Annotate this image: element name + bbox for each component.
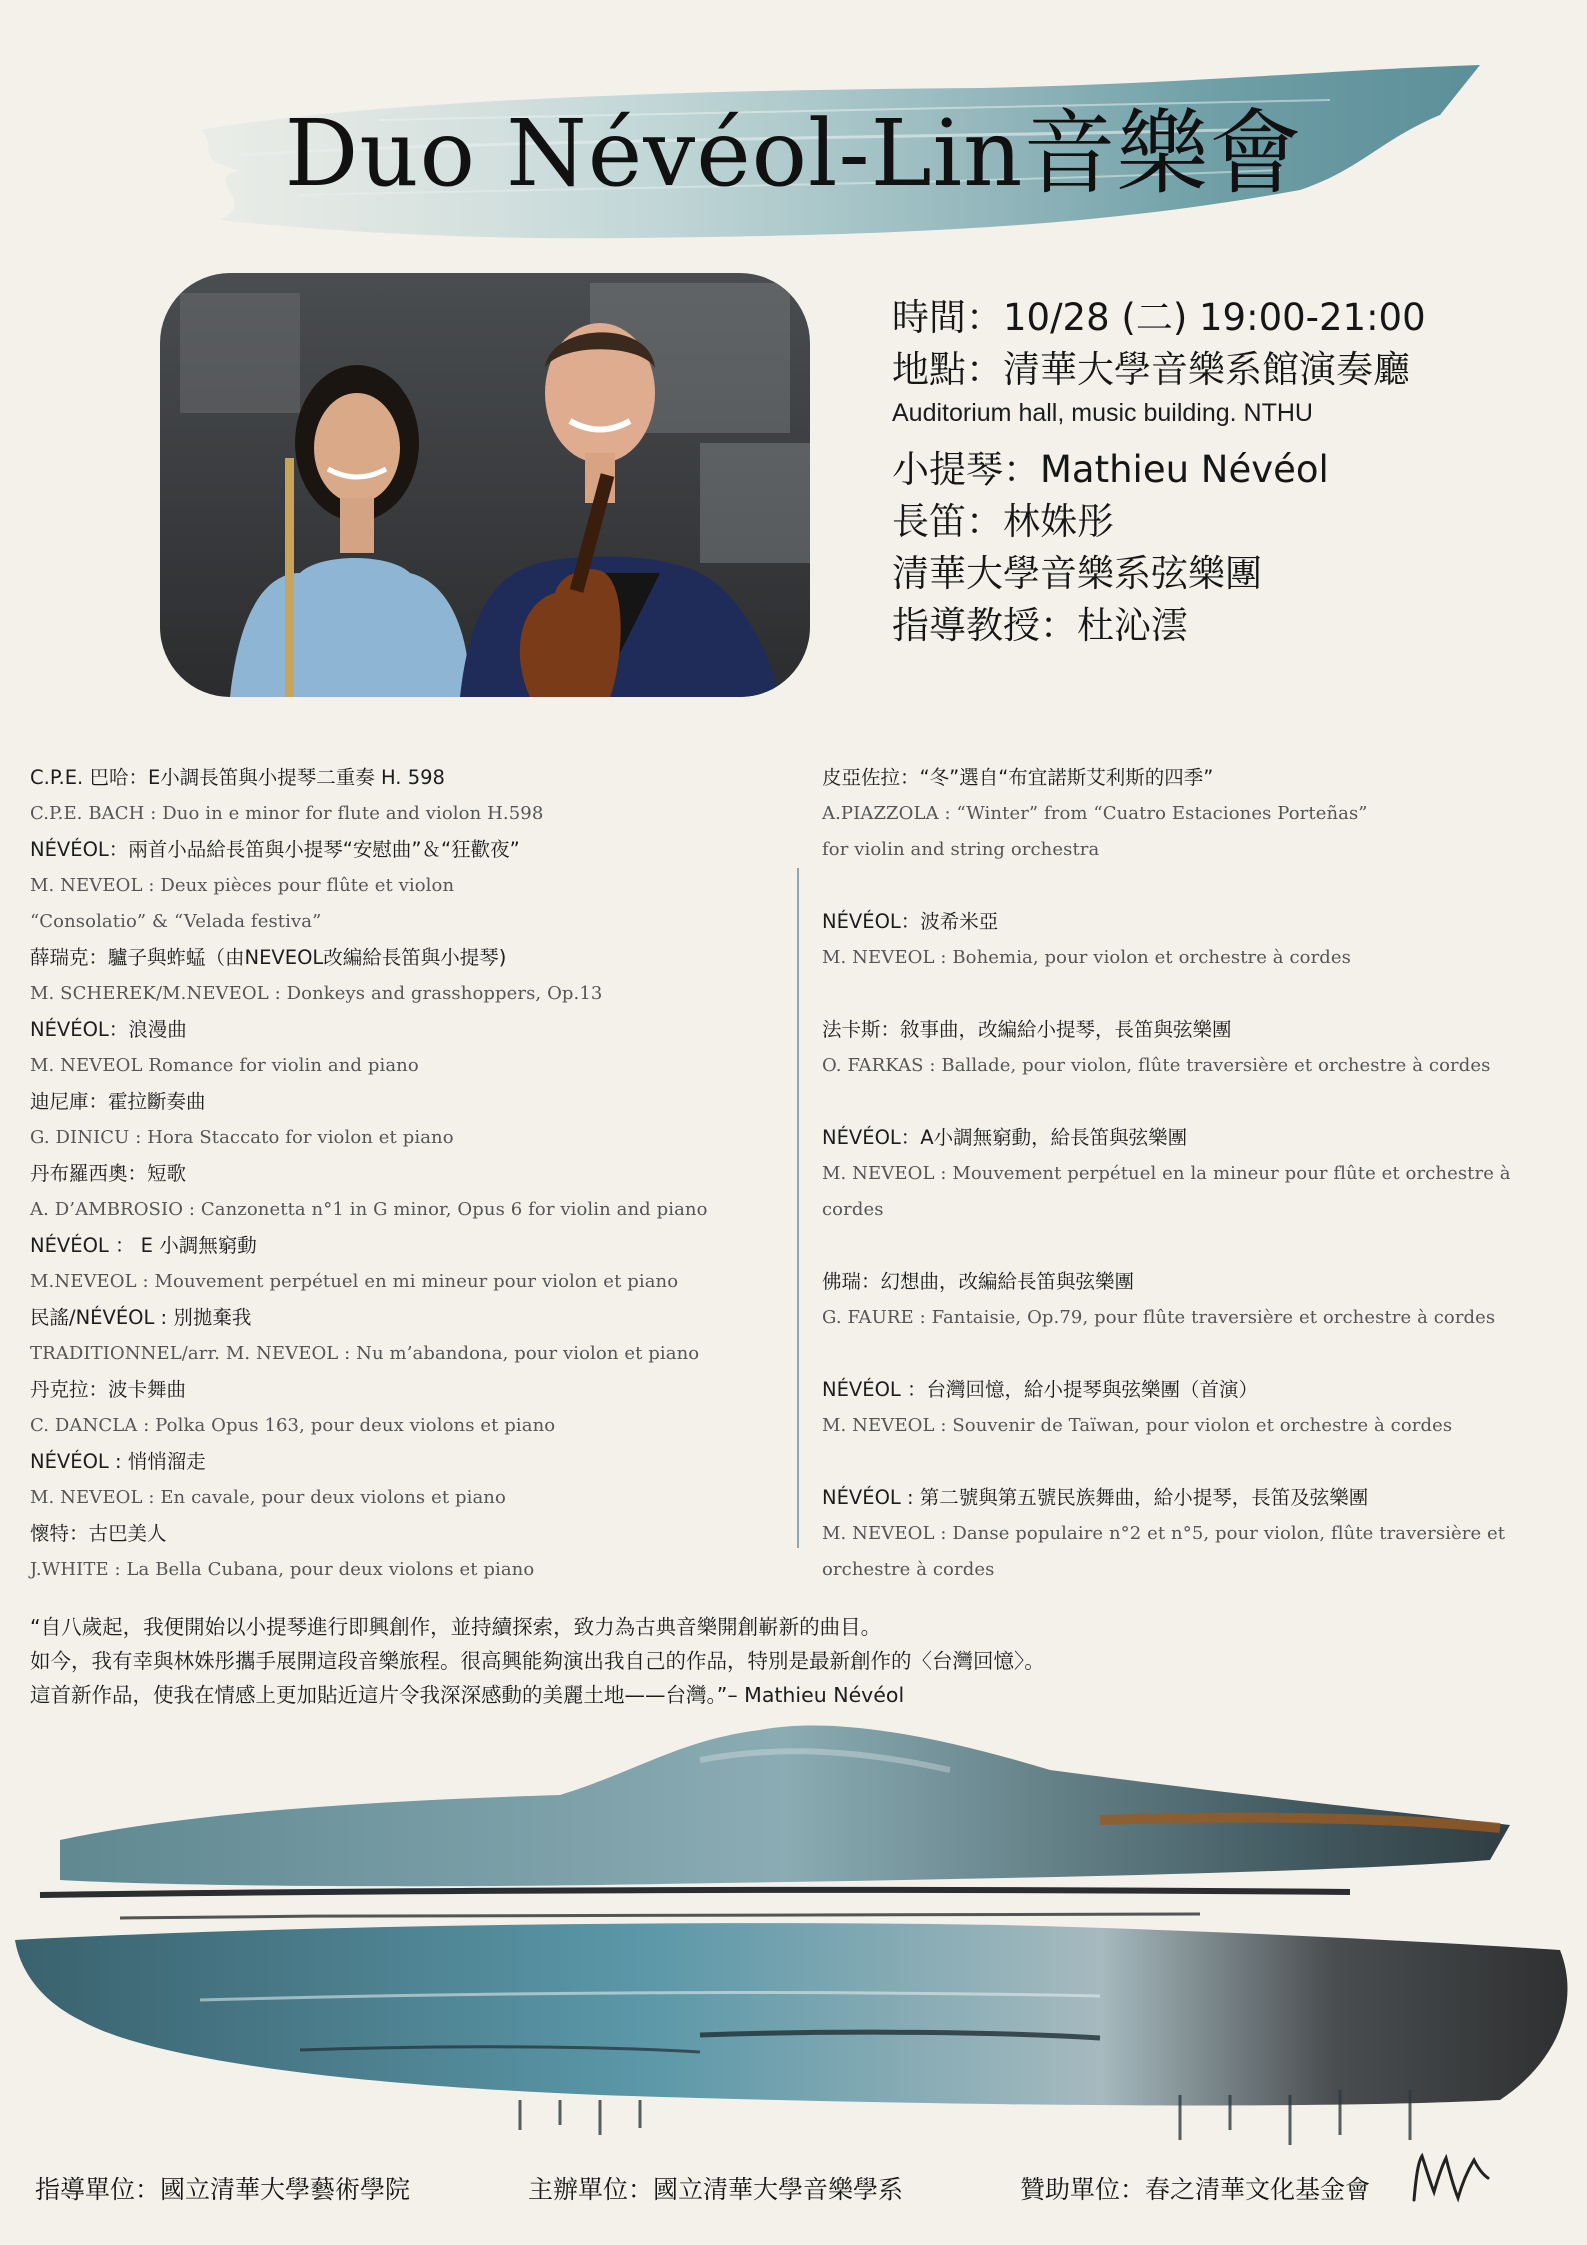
program-item-title-zh: NÉVÉOL：浪漫曲 <box>30 1018 187 1041</box>
program-item <box>822 1120 1562 1228</box>
program-left-column <box>30 760 775 1588</box>
watercolor-landscape <box>0 1700 1587 2170</box>
program-item-title-zh: NÉVÉOL ：台灣回憶，給小提琴與弦樂團（首演） <box>822 1378 1258 1401</box>
program-item-title-zh: NÉVÉOL：波希米亞 <box>822 910 999 933</box>
program-item-title-zh: 佛瑞：幻想曲，改編給長笛與弦樂團 <box>822 1270 1135 1293</box>
program-item-title-en: G. DINICU : Hora Staccato for violon et piano <box>30 1127 454 1148</box>
program-item-title-en: for violin and string orchestra <box>822 839 1100 860</box>
program-item-title-zh: NÉVÉOL ： E 小調無窮動 <box>30 1234 257 1257</box>
program-item <box>30 940 775 1012</box>
program-item-title-en: M. NEVEOL Romance for violin and piano <box>30 1055 419 1076</box>
program-item-title-en: M.NEVEOL : Mouvement perpétuel en mi mineur pour violon et piano <box>30 1271 679 1292</box>
program-item-title-zh: C.P.E. 巴哈：E小調長笛與小提琴二重奏 H. 598 <box>30 766 445 789</box>
program-item-title-en: M. NEVEOL : Deux pièces pour flûte et violon <box>30 875 455 896</box>
program-item-title-en: cordes <box>822 1199 884 1220</box>
program-item-title-en: G. FAURE : Fantaisie, Op.79, pour flûte traversière et orchestre à cordes <box>822 1307 1496 1328</box>
program-item-title-en: M. SCHEREK/M.NEVEOL : Donkeys and grasshoppers, Op.13 <box>30 983 603 1004</box>
program-item-title-zh: 迪尼庫：霍拉斷奏曲 <box>30 1090 206 1113</box>
event-venue: 地點：清華大學音樂系館演奏廳 <box>892 348 1410 391</box>
signature-mark <box>1408 2148 1492 2210</box>
program-item-title-zh: 民謠/NÉVÉOL : 別拋棄我 <box>30 1306 252 1329</box>
program-item-title-en: A.PIAZZOLA : “Winter” from “Cuatro Estaciones Porteñas” <box>822 803 1368 824</box>
column-divider <box>797 868 799 1548</box>
program-item-title-en: J.WHITE : La Bella Cubana, pour deux violons et piano <box>30 1559 535 1580</box>
program-item <box>30 760 775 832</box>
event-info <box>892 292 1552 652</box>
quote-line: “自八歲起，我便開始以小提琴進行即興創作，並持續探索，致力為古典音樂開創嶄新的曲目。 <box>30 1615 882 1639</box>
program-item-title-zh: 薛瑞克：驢子與蚱蜢（由NEVEOL改編給長笛與小提琴) <box>30 946 507 969</box>
program-right-column <box>822 760 1562 1588</box>
footer-advisor: 指導單位：國立清華大學藝術學院 <box>35 2175 411 2204</box>
footer-host: 主辦單位：國立清華大學音樂學系 <box>528 2175 904 2204</box>
program-item <box>822 1480 1562 1588</box>
program-item-title-en: TRADITIONNEL/arr. M. NEVEOL : Nu m’abandona, pour violon et piano <box>30 1343 700 1364</box>
event-time: 時間：10/28 (二) 19:00-21:00 <box>892 296 1426 339</box>
program-item <box>822 760 1562 868</box>
quote-line: 如今，我有幸與林姝彤攜手展開這段音樂旅程。很高興能夠演出我自己的作品，特別是最新創作的〈台灣回憶〉。 <box>30 1649 1045 1673</box>
quote-line: 這首新作品，使我在情感上更加貼近這片令我深深感動的美麗土地——台灣。”– Mathieu Névéol <box>30 1683 905 1707</box>
program-item <box>822 904 1562 976</box>
program-item-title-en: C. DANCLA : Polka Opus 163, pour deux violons et piano <box>30 1415 556 1436</box>
program-item-title-zh: NÉVÉOL：兩首小品給長笛與小提琴“安慰曲”＆“狂歡夜” <box>30 838 520 861</box>
program-item-title-en: O. FARKAS : Ballade, pour violon, flûte traversière et orchestre à cordes <box>822 1055 1491 1076</box>
program-item-title-zh: NÉVÉOL : 第二號與第五號民族舞曲，給小提琴，長笛及弦樂團 <box>822 1486 1369 1509</box>
program-item-title-en: M. NEVEOL : Danse populaire n°2 et n°5, pour violon, flûte traversière et <box>822 1523 1506 1544</box>
program-item <box>822 1264 1562 1336</box>
program-item-title-en: A. D’AMBROSIO : Canzonetta n°1 in G minor, Opus 6 for violin and piano <box>30 1199 708 1220</box>
program-item <box>30 1516 775 1588</box>
footer-sponsor: 贊助單位：春之清華文化基金會 <box>1020 2175 1371 2204</box>
program-item <box>30 1444 775 1516</box>
composer-quote <box>30 1610 1280 1712</box>
program-item-title-zh: NÉVÉOL：A小調無窮動，給長笛與弦樂團 <box>822 1126 1188 1149</box>
performer-director: 指導教授：杜沁澐 <box>892 604 1188 647</box>
program-item-title-zh: NÉVÉOL : 悄悄溜走 <box>30 1450 206 1473</box>
performers-photo <box>160 273 810 697</box>
program-item <box>822 1012 1562 1084</box>
performer-flute: 長笛：林姝彤 <box>892 500 1114 543</box>
program-item-title-zh: 懷特：古巴美人 <box>30 1522 167 1545</box>
program-item-title-en: orchestre à cordes <box>822 1559 995 1580</box>
performer-orchestra: 清華大學音樂系弦樂團 <box>892 552 1262 595</box>
program-item <box>30 1300 775 1372</box>
program-item <box>822 1372 1562 1444</box>
performer-violin: 小提琴：Mathieu Névéol <box>892 448 1329 491</box>
page-title: Duo Névéol-Lin音樂會 <box>284 100 1303 207</box>
program-item <box>30 1012 775 1084</box>
program-item-title-en: “Consolatio” & “Velada festiva” <box>30 911 322 932</box>
program-item-title-zh: 法卡斯：敘事曲，改編給小提琴，長笛與弦樂團 <box>822 1018 1232 1041</box>
event-venue-en: Auditorium hall, music building. NTHU <box>892 399 1313 427</box>
program-item <box>30 1372 775 1444</box>
program-item-title-en: M. NEVEOL : Bohemia, pour violon et orchestre à cordes <box>822 947 1351 968</box>
program-item <box>30 1156 775 1228</box>
program-item-title-en: M. NEVEOL : Souvenir de Taïwan, pour violon et orchestre à cordes <box>822 1415 1453 1436</box>
program-item-title-zh: 丹克拉：波卡舞曲 <box>30 1378 187 1401</box>
program-item <box>30 832 775 940</box>
program-item-title-zh: 皮亞佐拉：“冬”選自“布宜諾斯艾利斯的四季” <box>822 766 1214 789</box>
program-item-title-en: M. NEVEOL : En cavale, pour deux violons et piano <box>30 1487 506 1508</box>
program-item-title-en: M. NEVEOL : Mouvement perpétuel en la mineur pour flûte et orchestre à <box>822 1163 1511 1184</box>
program-item <box>30 1228 775 1300</box>
program-item-title-zh: 丹布羅西奧：短歌 <box>30 1162 187 1185</box>
program-item-title-en: C.P.E. BACH : Duo in e minor for flute and violon H.598 <box>30 803 544 824</box>
program-item <box>30 1084 775 1156</box>
